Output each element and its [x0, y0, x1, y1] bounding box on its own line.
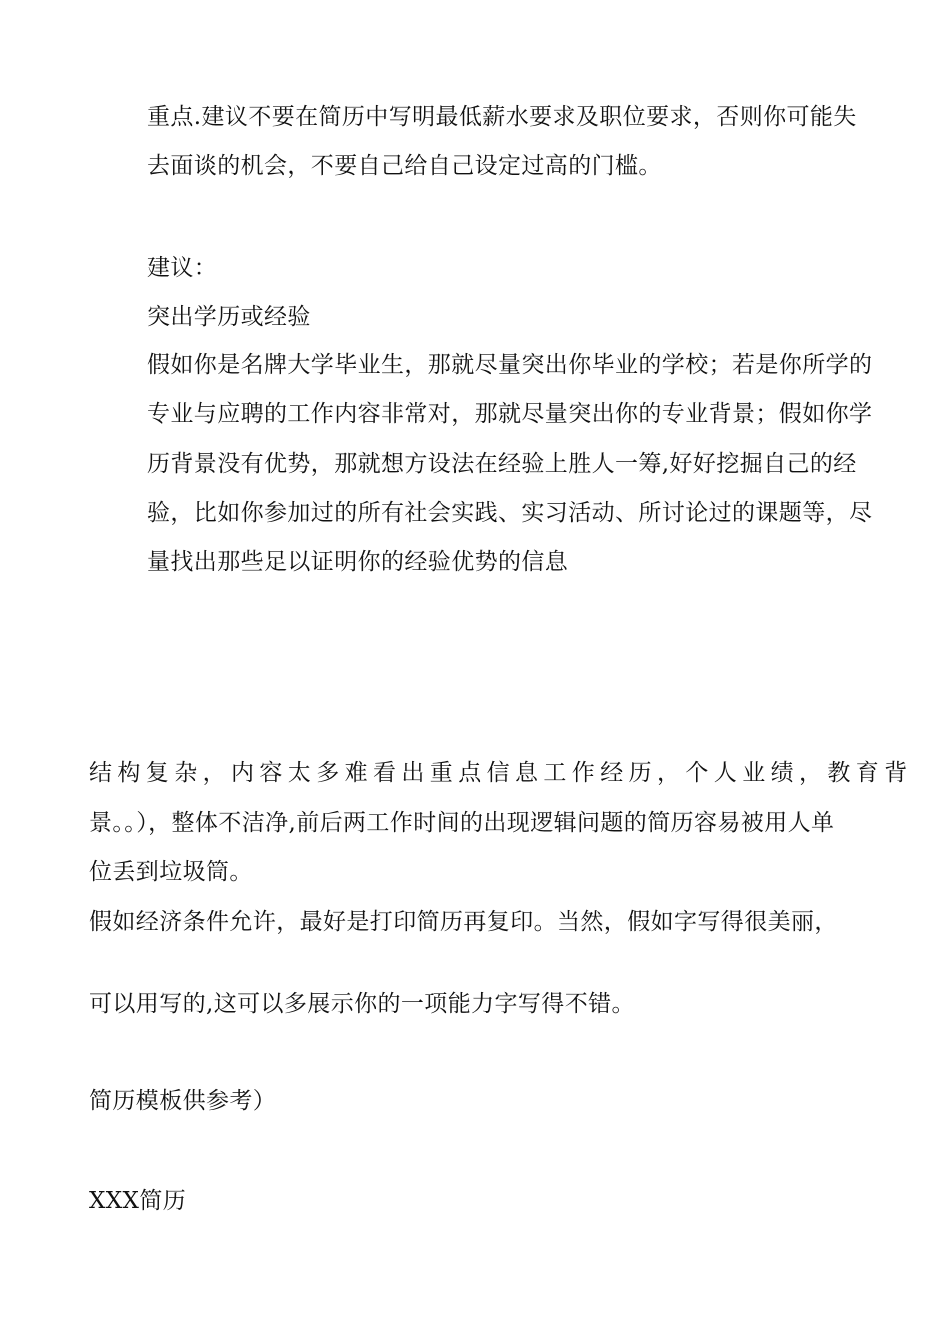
paragraph-line: 假如你是名牌大学毕业生，那就尽量突出你毕业的学校；若是你所学的	[147, 352, 873, 378]
paragraph-line: 景。。），整体不洁净,前后两工作时间的出现逻辑问题的简历容易被用人单	[89, 810, 835, 836]
paragraph-line: 量找出那些足以证明你的经验优势的信息	[147, 549, 569, 575]
paragraph-line: 重点.建议不要在简历中写明最低薪水要求及职位要求，否则你可能失	[147, 104, 857, 130]
paragraph-line: 假如经济条件允许，最好是打印简历再复印。当然，假如字写得很美丽，	[89, 909, 838, 935]
paragraph-line: 结构复杂，内容太多难看出重点信息工作经历，个人业绩，教育背	[89, 760, 913, 786]
section-subheading: 突出学历或经验	[147, 304, 311, 330]
paragraph-line: 历背景没有优势，那就想方设法在经验上胜人一筹,好好挖掘自己的经	[147, 451, 857, 477]
paragraph-line: 验，比如你参加过的所有社会实践、实习活动、所讨论过的课题等，尽	[147, 500, 873, 526]
paragraph-line: 可以用写的,这可以多展示你的一项能力字写得不错。	[89, 991, 635, 1017]
section-heading: 建议：	[147, 255, 218, 281]
paragraph-line: 专业与应聘的工作内容非常对，那就尽量突出你的专业背景；假如你学	[147, 401, 873, 427]
paragraph-line: 位丢到垃圾筒。	[89, 859, 253, 885]
paragraph-line: 简历模板供参考）	[89, 1088, 277, 1114]
paragraph-line: 去面谈的机会，不要自己给自己设定过高的门槛。	[147, 153, 662, 179]
resume-title: XXX简历	[89, 1188, 187, 1214]
